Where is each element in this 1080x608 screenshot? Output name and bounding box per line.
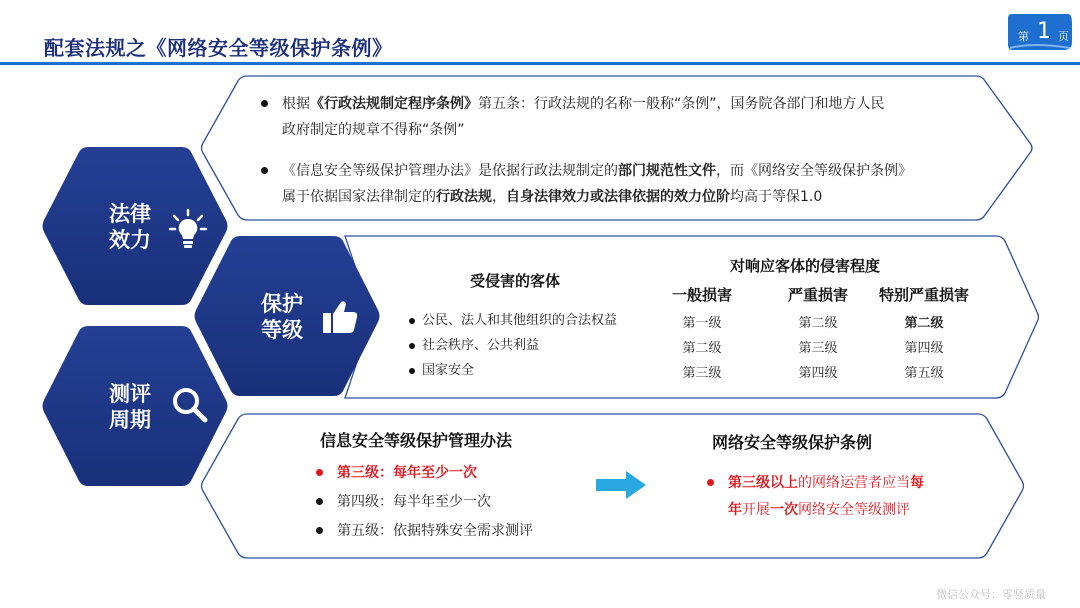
legal-bullet-1-line-2: 政府制定的规章不得称“条例”: [282, 122, 465, 138]
column-header: 特别严重损害: [878, 286, 969, 304]
legal-bullet-1-line-1: 根据《行政法规制定程序条例》第五条：行政法规的名称一般称“条例”，国务院各部门和地方人民: [282, 96, 885, 112]
legal-bullet-2-line-1: 《信息安全等级保护管理办法》是依据行政法规制定的部门规范性文件，而《网络安全等级保护条例》: [282, 163, 912, 179]
page-prefix: 第: [1018, 30, 1029, 43]
bullet-dot: [316, 498, 323, 505]
evaluation-item: 第五级：依据特殊安全需求测评: [337, 523, 533, 539]
degree-header: 对响应客体的侵害程度: [730, 257, 881, 275]
level-cell: 第三级: [682, 366, 722, 381]
object-header: 受侵害的客体: [470, 272, 561, 290]
thumbs-up-icon: [321, 298, 359, 336]
level-cell: 第一级: [682, 316, 722, 331]
left-column-title: 信息安全等级保护管理办法: [320, 431, 513, 450]
regulation-statement-line-2: 年开展一次网络安全等级测评: [728, 502, 910, 518]
evaluation-item: 第四级：每半年至少一次: [337, 494, 491, 510]
object-row-label: 国家安全: [422, 363, 475, 378]
magnifier-icon: [170, 385, 210, 425]
bullet-dot: [409, 368, 415, 374]
bullet-dot: [316, 527, 323, 534]
level-cell: 第二级: [904, 316, 944, 331]
legal-bullet-2-line-2: 属于依据国家法律制定的行政法规，自身法律效力或法律依据的效力位阶均高于等保1.0: [282, 189, 823, 205]
page-suffix: 页: [1058, 30, 1069, 43]
bullet-dot: [409, 343, 415, 349]
page-number: 1: [1037, 19, 1051, 44]
page-title: 配套法规之《网络安全等级保护条例》: [44, 36, 393, 60]
level-cell: 第三级: [798, 341, 838, 356]
column-header: 一般损害: [671, 286, 732, 304]
object-row-label: 公民、法人和其他组织的合法权益: [422, 313, 618, 328]
evaluation-item-highlight: 第三级：每年至少一次: [337, 465, 477, 481]
level-cell: 第四级: [904, 341, 944, 356]
bullet-dot: [261, 100, 268, 107]
bullet-dot: [316, 469, 323, 476]
level-cell: 第五级: [904, 366, 944, 381]
bullet-dot: [261, 167, 268, 174]
hexagon-legal-label: 法律 效力: [109, 202, 151, 252]
hexagon-evaluation-label: 测评 周期: [109, 382, 151, 432]
level-cell: 第四级: [798, 366, 838, 381]
level-cell: 第二级: [798, 316, 838, 331]
watermark: 微信公众号：零竖质量: [936, 588, 1046, 601]
column-header: 严重损害: [787, 286, 848, 304]
bullet-dot: [707, 479, 714, 486]
regulation-statement-line-1: 第三级以上的网络运营者应当每: [728, 475, 924, 491]
level-cell: 第二级: [682, 341, 722, 356]
lightbulb-icon: [168, 207, 208, 251]
object-row-label: 社会秩序、公共利益: [422, 338, 540, 353]
bullet-dot: [409, 318, 415, 324]
right-column-title: 网络安全等级保护条例: [712, 433, 873, 452]
hexagon-protection-label: 保护 等级: [261, 292, 303, 342]
